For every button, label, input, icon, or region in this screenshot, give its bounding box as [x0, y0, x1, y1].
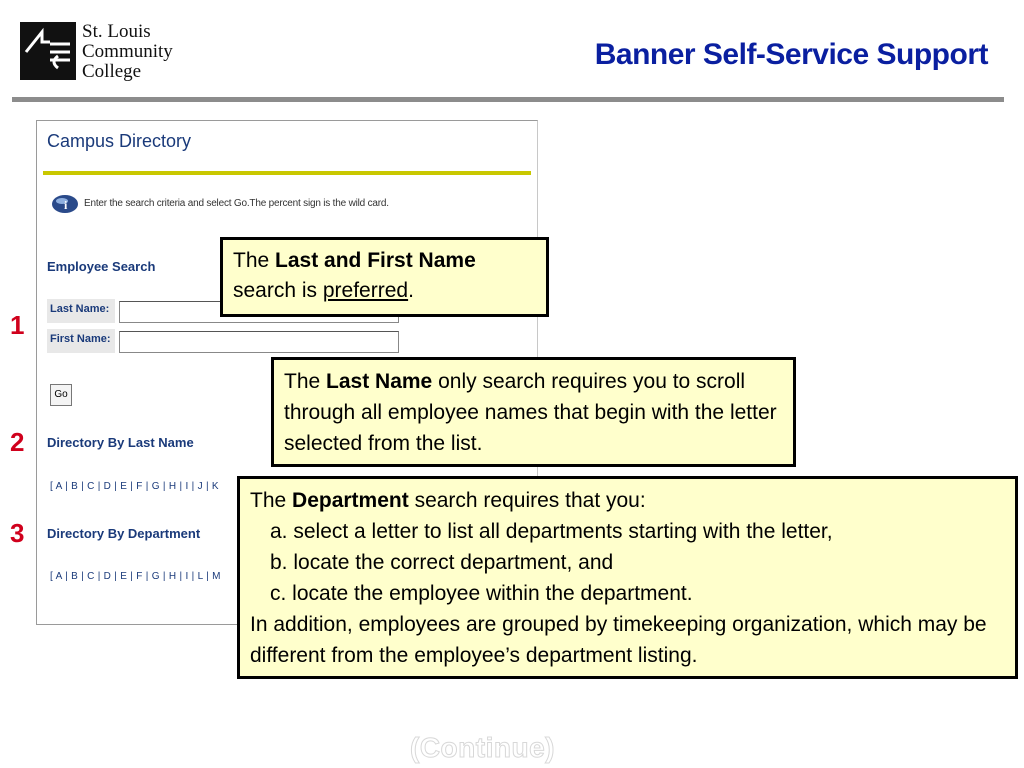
callout-3-item-c: c. locate the employee within the department.	[270, 582, 693, 605]
department-letter-links[interactable]: [ A | B | C | D | E | F | G | H | I | L | M	[50, 571, 221, 582]
last-name-letter-links[interactable]: [ A | B | C | D | E | F | G | H | I | J | K	[50, 481, 219, 492]
panel-divider	[43, 171, 531, 175]
step-number-1: 1	[10, 310, 25, 340]
callout-department-search	[237, 476, 1018, 679]
instruction-text: Enter the search criteria and select Go.The percent sign is the wild card.	[84, 198, 389, 209]
callout-3-item-b: b. locate the correct department, and	[270, 551, 614, 574]
callout-3-item-a: a. select a letter to list all departments starting with the letter,	[270, 520, 833, 543]
callout-1-underline: preferred	[322, 279, 409, 302]
callout-3-bold: Department	[292, 489, 409, 512]
logo-line-3: College	[82, 61, 142, 82]
logo-line-1: St. Louis	[82, 21, 151, 42]
callout-3-rest: search requires that you:	[408, 489, 646, 512]
logo-mark-icon	[20, 22, 76, 80]
callout-1-pre: The	[233, 249, 276, 272]
callout-last-and-first-name	[220, 237, 549, 317]
first-name-label: First Name:	[47, 329, 115, 353]
go-button[interactable]: Go	[50, 384, 72, 406]
svg-text:i: i	[64, 198, 68, 212]
logo-text	[82, 22, 173, 82]
callout-2-pre: The	[284, 370, 327, 393]
employee-search-heading: Employee Search	[47, 259, 156, 274]
callout-1-post: .	[408, 279, 414, 302]
directory-by-department-heading: Directory By Department	[47, 526, 201, 541]
info-icon	[51, 194, 79, 214]
callout-2-bold: Last Name	[326, 370, 433, 393]
first-name-input[interactable]	[119, 331, 399, 353]
header-divider	[12, 97, 1004, 102]
directory-by-last-name-heading: Directory By Last Name	[47, 435, 194, 450]
callout-last-name-only	[271, 357, 796, 467]
college-logo	[20, 22, 195, 86]
step-number-3: 3	[10, 518, 25, 548]
callout-3-intro	[250, 485, 1005, 516]
step-number-2: 2	[10, 427, 25, 457]
callout-1-bold: Last and First Name	[275, 249, 476, 272]
callout-1-mid: search is	[233, 279, 323, 302]
last-name-label: Last Name:	[47, 299, 115, 323]
callout-3-pre: The	[250, 489, 293, 512]
logo-line-2: Community	[82, 41, 173, 62]
callout-3-tail: In addition, employees are grouped by timekeeping organization, which may be different from the employee’s department listing.	[250, 613, 987, 667]
callout-2-rest: only search requires you to scroll through all employee names that begin with the letter selected from the list.	[284, 370, 777, 455]
continue-label: (Continue)	[410, 732, 555, 763]
slide-title: Banner Self-Service Support	[594, 38, 988, 71]
panel-title: Campus Directory	[47, 131, 192, 151]
